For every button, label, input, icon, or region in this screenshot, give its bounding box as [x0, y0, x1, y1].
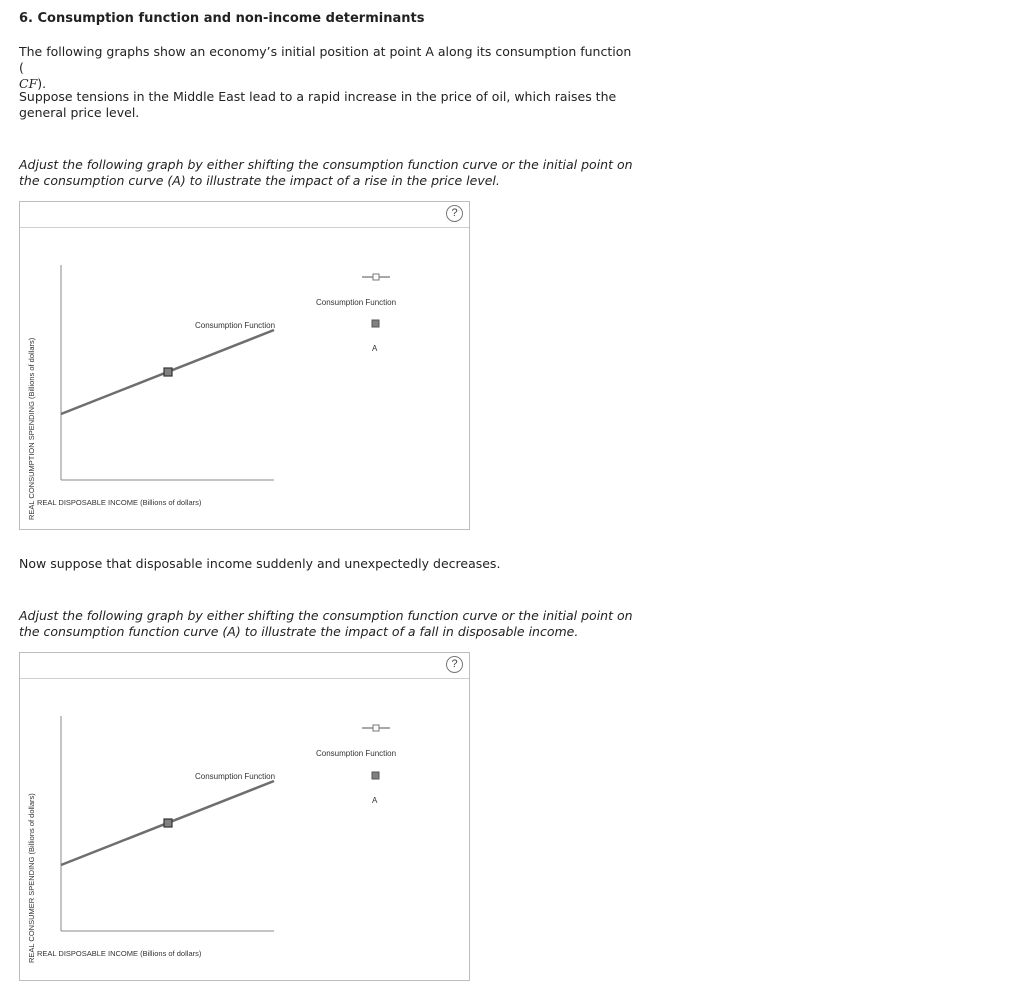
- graph-1-y-axis-label: REAL CONSUMPTION SPENDING (Billions of dollars): [27, 337, 36, 520]
- graph-2-legend-point-label: A: [372, 796, 378, 805]
- legend-point-icon[interactable]: [372, 320, 379, 327]
- instruction-2-line2: the consumption function curve (A) to illustrate the impact of a fall in disposable income.: [19, 624, 579, 639]
- instruction-1-line2: the consumption curve (A) to illustrate the impact of a rise in the price level.: [19, 173, 500, 188]
- graph-1-point-a[interactable]: [164, 368, 172, 376]
- middle-text: Now suppose that disposable income suddenly and unexpectedly decreases.: [19, 556, 501, 571]
- graph-1-legend-line-label: Consumption Function: [316, 298, 397, 307]
- graph-2-y-axis-label: REAL CONSUMER SPENDING (Billions of dollars): [27, 793, 36, 963]
- legend-point-icon[interactable]: [372, 772, 379, 779]
- graph-1-canvas[interactable]: [20, 202, 469, 529]
- question-title: 6. Consumption function and non-income determinants: [19, 11, 425, 26]
- instruction-2: [19, 608, 639, 640]
- legend-line-marker-icon: [373, 725, 379, 731]
- graph-2-legend-line-label: Consumption Function: [316, 749, 397, 758]
- graph-1-x-axis-label: REAL DISPOSABLE INCOME (Billions of dollars): [37, 498, 202, 507]
- graph-2-canvas[interactable]: [20, 653, 469, 980]
- instruction-2-line1: Adjust the following graph by either shifting the consumption function curve or the initial point on: [19, 608, 633, 623]
- graph-1-panel: [19, 201, 470, 530]
- instruction-1-line1: Adjust the following graph by either shifting the consumption function curve or the initial point on: [19, 157, 633, 172]
- instruction-1: [19, 157, 639, 189]
- graph-2-curve-label: Consumption Function: [195, 772, 276, 781]
- intro-line1: The following graphs show an economy’s initial position at point A along its consumption function (: [19, 44, 632, 75]
- help-icon[interactable]: ?: [446, 656, 463, 673]
- intro-end: ).: [37, 76, 47, 91]
- scenario-line1: Suppose tensions in the Middle East lead to a rapid increase in the price of oil, which raises the: [19, 89, 617, 104]
- graph-1-legend-point-label: A: [372, 344, 378, 353]
- graph-2-x-axis-label: REAL DISPOSABLE INCOME (Billions of dollars): [37, 949, 202, 958]
- legend-line-marker-icon: [373, 274, 379, 280]
- graph-2-panel: [19, 652, 470, 981]
- help-icon[interactable]: ?: [446, 205, 463, 222]
- scenario-text: [19, 89, 639, 121]
- intro-text: [19, 44, 639, 92]
- graph-1-curve-label: Consumption Function: [195, 321, 276, 330]
- intro-cf: CF: [19, 76, 38, 91]
- scenario-line2: general price level.: [19, 105, 140, 120]
- graph-2-point-a[interactable]: [164, 819, 172, 827]
